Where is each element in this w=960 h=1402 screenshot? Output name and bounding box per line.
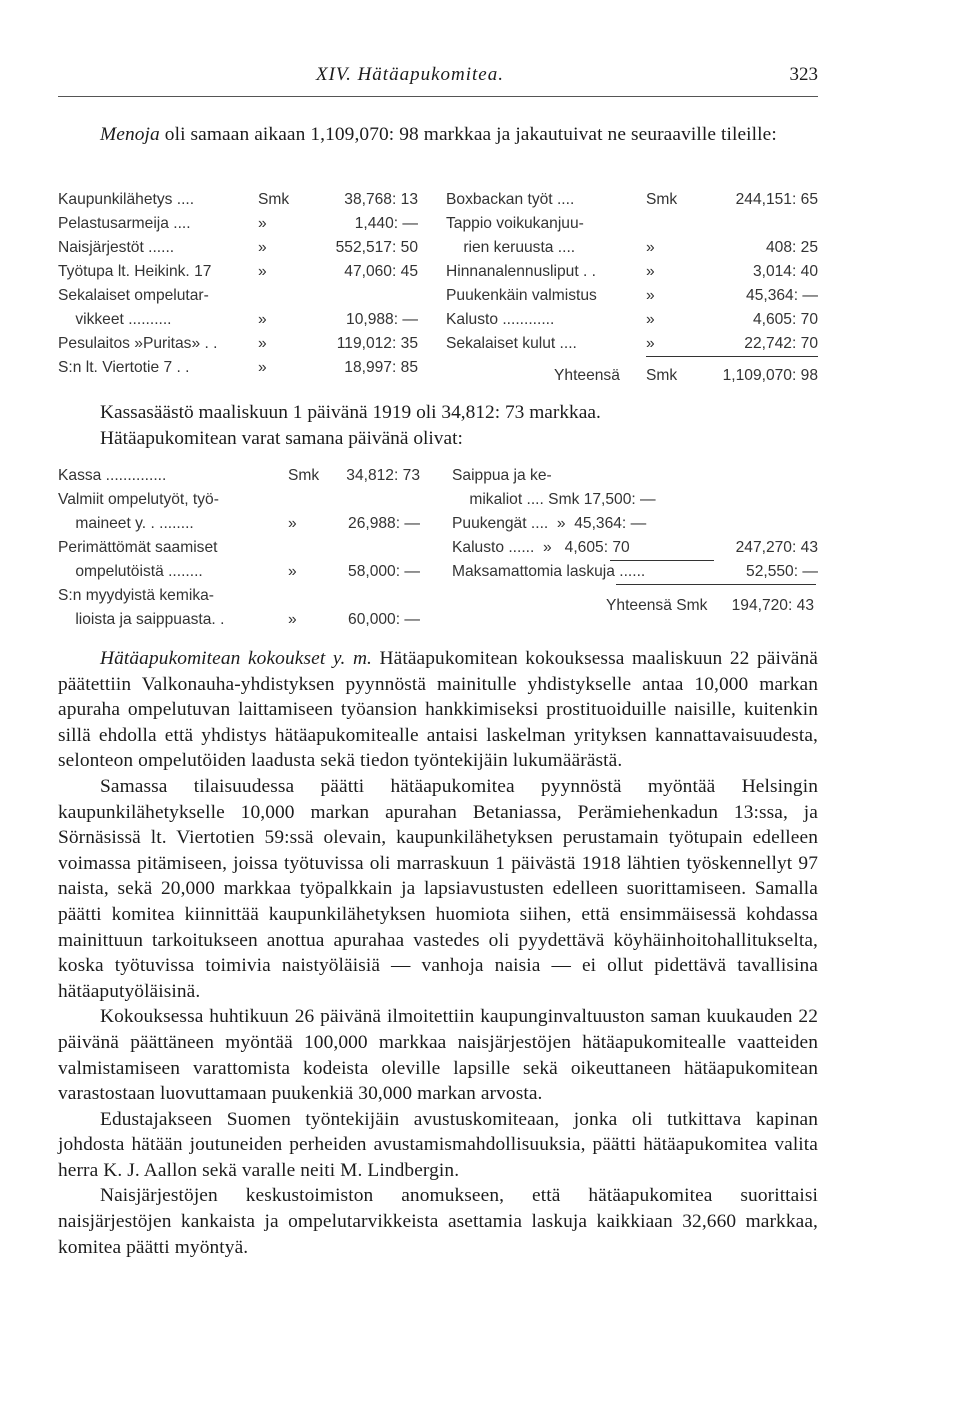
assets-right-ledger xyxy=(452,464,818,584)
ledger-amount: 60,000: — xyxy=(348,611,420,628)
ledger-label: Saippua ja ke- xyxy=(452,467,552,484)
ledger-row xyxy=(446,260,818,284)
ledger-row xyxy=(58,260,418,284)
ledger-currency: » xyxy=(258,335,267,352)
ledger-currency: » xyxy=(288,611,297,628)
ledger-amount: 247,270: 43 xyxy=(735,539,818,556)
balance-line-2: Hätäapukomitean varat samana päivänä olivat: xyxy=(100,428,463,449)
balance-line-1: Kassasäästö maaliskuun 1 päivänä 1919 oli 34,812: 73 markkaa. xyxy=(100,402,601,423)
ledger-label: Pelastusarmeija .... xyxy=(58,215,191,232)
ledger-row xyxy=(58,308,418,332)
ledger-currency: » xyxy=(646,287,655,304)
ledger-row xyxy=(452,464,818,488)
intro-text: oli samaan aikaan 1,109,070: 98 markkaa ja jakautuivat ne seuraaville tileille: xyxy=(159,124,777,145)
paragraph-text: Kokouksessa huhtikuun 26 päivänä ilmoitettiin kaupunginvaltuuston saman kuukauden 22 päivänä päättäneen myöntää 100,000 markkaa naisjärjestöjen hätäapukomitealle vaatteiden valmistamiseen varattomista kodeista oleville lapsille sekä oikeuttaneen hätäapukomitean varastostaan luovuttamaan puukenkiä 30,000 markan arvosta. xyxy=(58,1006,818,1105)
assets-total-rule xyxy=(616,584,816,585)
ledger-label: S:n lt. Viertotie 7 . . xyxy=(58,359,190,376)
expenses-total-amount: 1,109,070: 98 xyxy=(722,367,818,384)
page xyxy=(58,60,818,1258)
ledger-row xyxy=(452,488,818,512)
ledger-label: Työtupa lt. Heikink. 17 xyxy=(58,263,212,280)
ledger-amount: 22,742: 70 xyxy=(744,335,818,352)
ledger-row xyxy=(58,332,418,356)
ledger-label: Sekalaiset kulut .... xyxy=(446,335,577,352)
ledger-row xyxy=(58,512,420,536)
ledger-row xyxy=(58,356,418,380)
ledger-row xyxy=(452,560,818,584)
page-number: 323 xyxy=(789,64,818,85)
expenses-total-currency: Smk xyxy=(646,367,678,384)
chapter-title: XIV. Hätäapukomitea. xyxy=(316,64,504,85)
intro-lead: Menoja xyxy=(100,124,160,145)
intro-paragraph xyxy=(58,122,818,148)
ledger-label: rien keruusta .... xyxy=(446,239,576,256)
ledger-currency: Smk xyxy=(288,467,320,484)
ledger-label: mikaliot .... Smk 17,500: — xyxy=(452,491,656,508)
ledger-currency: Smk xyxy=(258,191,290,208)
ledger-label: Sekalaiset ompelutar- xyxy=(58,287,209,304)
paragraph xyxy=(58,1183,818,1260)
ledger-currency: » xyxy=(258,215,267,232)
ledger-amount: 1,440: — xyxy=(354,215,418,232)
ledger-amount: 26,988: — xyxy=(348,515,420,532)
ledger-label: Valmiit ompelutyöt, työ- xyxy=(58,491,219,508)
ledger-currency: » xyxy=(646,239,655,256)
ledger-currency: » xyxy=(258,359,267,376)
ledger-amount: 45,364: — xyxy=(746,287,818,304)
ledger-currency: » xyxy=(258,263,267,280)
ledger-row xyxy=(58,464,420,488)
ledger-label: S:n myydyistä kemika- xyxy=(58,587,214,604)
ledger-row xyxy=(58,560,420,584)
paragraph-text: Hätäapukomitean kokouksessa maaliskuun 22 päivänä päätettiin Valkonauha-yhdistyksen pyynnöstä mainitulle yhdistykselle antaa 10,000 markan apuraha ompelutuvan laittamiseen työansion hankkimiseksi prostituoiduille naisille, kuitenkin sillä ehdolla että yhdistys hätäapukomitealle antaisi laskelman yrityksen kannattavaisuudesta, selonteon ompelutöiden laadusta sekä tiedon työntekijäin lukumäärästä. xyxy=(58,648,818,772)
ledger-amount: 408: 25 xyxy=(765,239,818,256)
ledger-amount: 58,000: — xyxy=(348,563,420,580)
ledger-amount: 552,517: 50 xyxy=(335,239,418,256)
ledger-amount: 34,812: 73 xyxy=(346,467,420,484)
ledger-row xyxy=(58,536,420,560)
ledger-currency: » xyxy=(646,335,655,352)
ledger-currency: Smk xyxy=(646,191,678,208)
ledger-row xyxy=(446,236,818,260)
assets-total-label: Yhteensä Smk xyxy=(606,597,708,614)
paragraph-text: Edustajakseen Suomen työntekijäin avustuskomiteaan, jonka oli tutkittava kapinan johdosta hätään joutuneiden perheiden avustamismahdollisuuksia, päätti hätäapukomitea valita herra K. J. Aallon sekä varalle neiti M. Lindbergin. xyxy=(58,1108,818,1181)
ledger-row xyxy=(446,284,818,308)
ledger-label: ompelutöistä ........ xyxy=(58,563,203,580)
ledger-label: Kalusto ...... » 4,605: 70 xyxy=(452,539,630,556)
ledger-amount: 52,550: — xyxy=(746,563,818,580)
assets-subtotal-rule xyxy=(610,560,714,561)
ledger-label: Perimättömät saamiset xyxy=(58,539,218,556)
ledger-currency: » xyxy=(258,239,267,256)
ledger-row xyxy=(58,608,420,632)
assets-left-ledger xyxy=(58,464,420,632)
body-text xyxy=(58,646,818,1260)
ledger-amount: 18,997: 85 xyxy=(344,359,418,376)
paragraph xyxy=(58,774,818,1004)
ledger-label: Puukengät .... » 45,364: — xyxy=(452,515,647,532)
ledger-label: Maksamattomia laskuja ...... xyxy=(452,563,646,580)
ledger-amount: 47,060: 45 xyxy=(344,263,418,280)
ledger-row xyxy=(446,308,818,332)
assets-total xyxy=(452,594,818,618)
ledger-row xyxy=(446,332,818,356)
ledger-row xyxy=(452,536,818,560)
ledger-label: maineet y. . ........ xyxy=(58,515,194,532)
ledger-currency: » xyxy=(288,515,297,532)
ledger-label: Naisjärjestöt ...... xyxy=(58,239,175,256)
ledger-currency: » xyxy=(646,263,655,280)
ledger-label: lioista ja saippuasta. . xyxy=(58,611,225,628)
expenses-right-ledger xyxy=(446,188,818,356)
ledger-amount: 38,768: 13 xyxy=(344,191,418,208)
ledger-label: Kalusto ............ xyxy=(446,311,555,328)
paragraph xyxy=(58,646,818,774)
ledger-row xyxy=(58,212,418,236)
expenses-left-ledger xyxy=(58,188,418,380)
paragraph-lead: Hätäapukomitean kokoukset y. m. xyxy=(100,648,372,669)
ledger-currency: » xyxy=(258,311,267,328)
ledger-row xyxy=(58,488,420,512)
paragraph xyxy=(58,1107,818,1184)
ledger-label: Tappio voikukanjuu- xyxy=(446,215,584,232)
ledger-label: Puukenkäin valmistus xyxy=(446,287,597,304)
ledger-label: Hinnanalennusliput . . xyxy=(446,263,596,280)
expenses-total-rule xyxy=(646,356,818,357)
ledger-amount: 4,605: 70 xyxy=(752,311,818,328)
ledger-label: vikkeet .......... xyxy=(58,311,172,328)
ledger-row xyxy=(452,512,818,536)
ledger-row xyxy=(58,284,418,308)
ledger-row xyxy=(446,188,818,212)
ledger-label: Pesulaitos »Puritas» . . xyxy=(58,335,218,352)
paragraph-text: Samassa tilaisuudessa päätti hätäapukomitea pyynnöstä myöntää Helsingin kaupunkilähetykselle 10,000 markan apurahan Betaniassa, Perämiehenkadun 13:ssa, ja Sörnäsissä lt. Viertotien 59:ssä olevain, kaupunkilähetyksen perustamain työtupain edelleen voimassa pitämiseen, joissa työtuvissa oli marraskuun 1 päivästä 1918 lähtien työskennellyt 97 naista, sekä 20,000 markkaa työpalkkain ja lapsiavustusten edelleen suorittamiseen. Samalla päätti komitea kiinnittää kaupunkilähetyksen huomiota siihen, että ensimmäisessä kohdassa mainittuun tarkoitukseen anottua apurahaa vastedes oli pyydettävä köyhäinhoitohallitukselta, koska työtuvissa toimivia naistyöläisiä — vanhoja naisia — ei ollut pidettävä tavallisina hätäaputyöläisinä. xyxy=(58,775,818,1002)
ledger-amount: 10,988: — xyxy=(346,311,418,328)
ledger-currency: » xyxy=(288,563,297,580)
paragraph xyxy=(58,1004,818,1106)
ledger-row xyxy=(58,584,420,608)
ledger-currency: » xyxy=(646,311,655,328)
expenses-total xyxy=(446,364,818,388)
ledger-label: Boxbackan työt .... xyxy=(446,191,575,208)
ledger-amount: 244,151: 65 xyxy=(735,191,818,208)
assets-total-amount: 194,720: 43 xyxy=(731,597,814,614)
paragraph-text: Naisjärjestöjen keskustoimiston anomukseen, että hätäapukomitea suorittaisi naisjärjestöjen kankaista ja ompelutarvikkeista asettamia laskuja kaikkiaan 32,660 markkaa, komitea päätti myöntyä. xyxy=(58,1185,818,1258)
running-header xyxy=(58,60,818,97)
ledger-amount: 3,014: 40 xyxy=(752,263,818,280)
ledger-row xyxy=(446,212,818,236)
ledger-row xyxy=(58,188,418,212)
expenses-total-label: Yhteensä xyxy=(554,367,620,384)
ledger-row xyxy=(58,236,418,260)
ledger-label: Kassa .............. xyxy=(58,467,167,484)
ledger-amount: 119,012: 35 xyxy=(336,335,418,352)
ledger-label: Kaupunkilähetys .... xyxy=(58,191,195,208)
